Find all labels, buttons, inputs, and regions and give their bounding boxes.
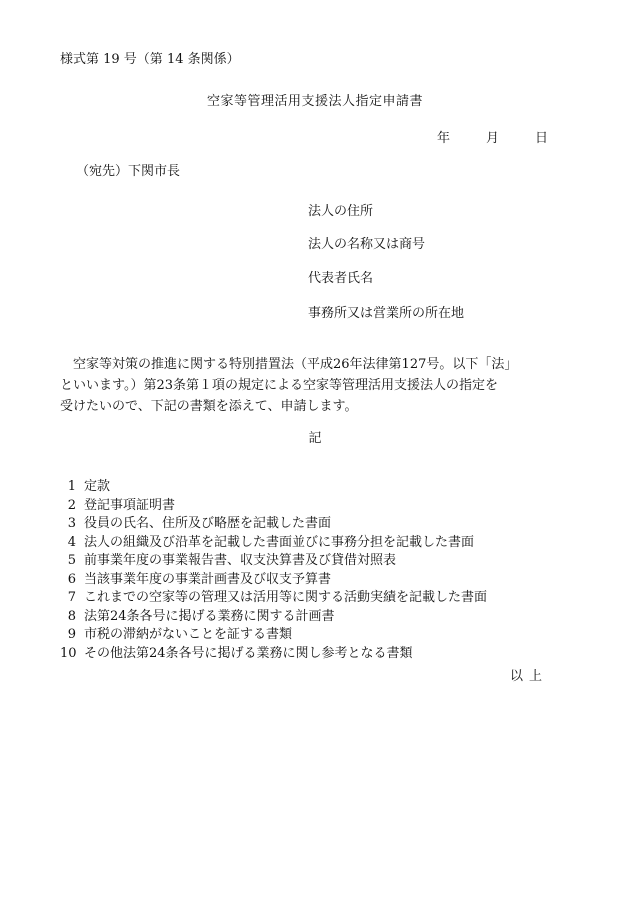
year-label: 年 — [436, 131, 450, 146]
day-label: 日 — [534, 131, 548, 146]
list-item: 6 当該事業年度の事業計画書及び収支予算書 — [67, 571, 332, 587]
attachment-list — [60, 478, 487, 663]
list-item: 1 定款 — [67, 479, 111, 494]
statement-line: 空家等対策の推進に関する特別措置法（平成26年法律第127号。以下「法」 — [73, 357, 518, 372]
addressee: （宛先）下関市長 — [76, 164, 181, 179]
list-item: 3 役員の氏名、住所及び略歴を記載した書面 — [67, 516, 332, 531]
application-statement — [60, 354, 560, 417]
month-label: 月 — [485, 131, 499, 146]
closing-mark: 以上 — [509, 669, 548, 684]
list-item: 8 法第24条各号に掲げる業務に関する計画書 — [67, 608, 335, 624]
date-line — [437, 132, 548, 145]
statement-line: 受けたいので、下記の書類を添えて、申請します。 — [60, 399, 358, 414]
statement-line: といいます。）第23条第１項の規定による空家等管理活用支援法人の指定を — [60, 378, 499, 393]
list-item: 10 その他法第24条各号に掲げる業務に関し参考となる書類 — [60, 645, 413, 661]
list-item: 5 前事業年度の事業報告書、収支決算書及び貸借対照表 — [67, 553, 397, 568]
form-number: 様式第 19 号（第 14 条関係） — [60, 52, 240, 67]
applicant-name-label: 法人の名称又は商号 — [308, 237, 426, 252]
ki-heading: 記 — [308, 431, 322, 446]
list-item: 9 市税の滞納がないことを証する書類 — [67, 627, 293, 642]
list-item: 4 法人の組織及び沿革を記載した書面並びに事務分担を記載した書面 — [67, 534, 475, 550]
document-title: 空家等管理活用支援法人指定申請書 — [206, 94, 423, 109]
office-location-label: 事務所又は営業所の所在地 — [308, 306, 465, 321]
list-item: 2 登記事項証明書 — [67, 497, 176, 513]
applicant-address-label: 法人の住所 — [308, 204, 374, 219]
list-item: 7 これまでの空家等の管理又は活用等に関する活動実績を記載した書面 — [67, 590, 488, 605]
representative-name-label: 代表者氏名 — [308, 271, 374, 286]
